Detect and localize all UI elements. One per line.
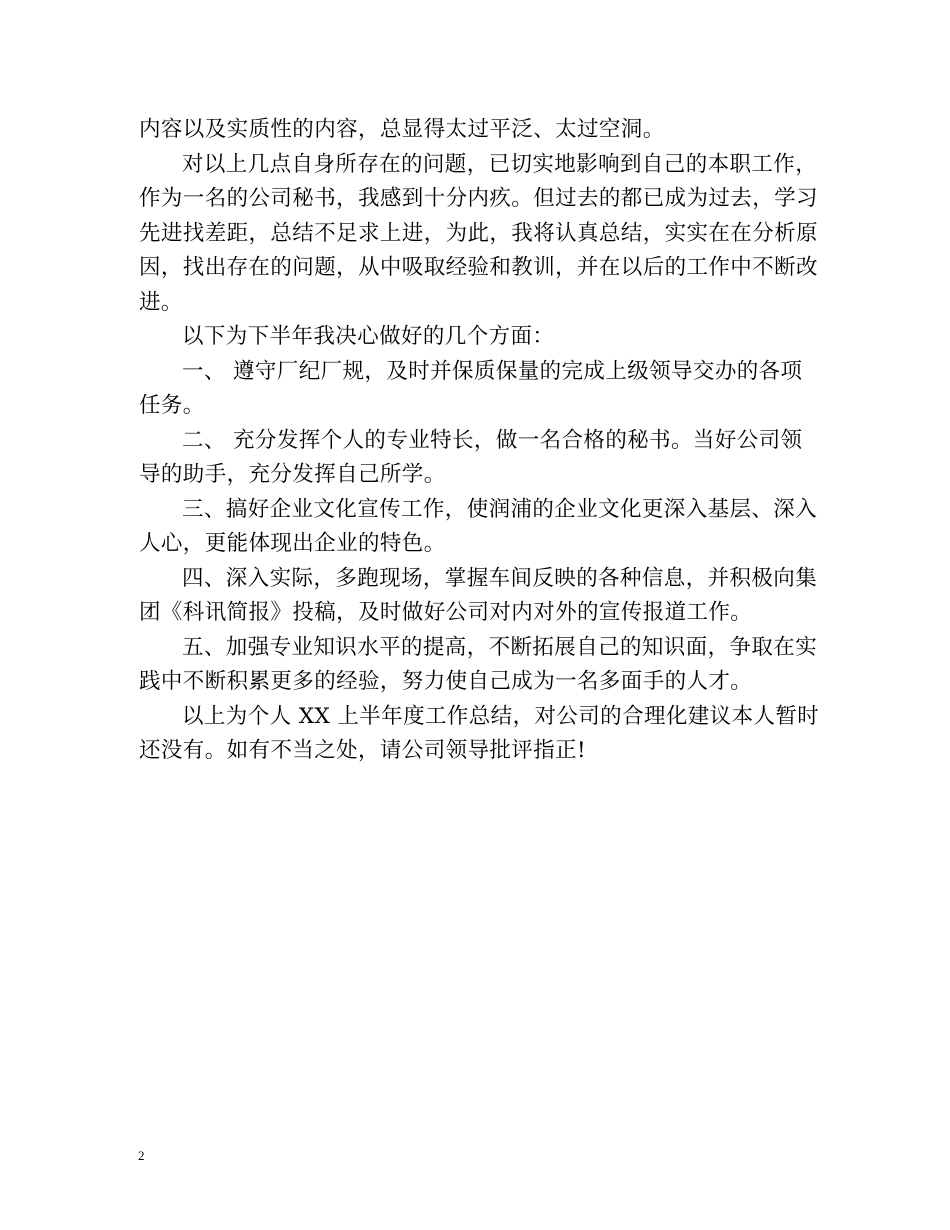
text-line: 以上为个人 XX 上半年度工作总结，对公司的合理化建议本人暂时 <box>182 703 820 729</box>
text-line: 三、搞好企业文化宣传工作，使润浦的企业文化更深入基层、深入 <box>182 496 818 522</box>
text-line: 进。 <box>139 289 183 315</box>
text-line: 内容以及实质性的内容，总显得太过平泛、太过空洞。 <box>139 117 665 142</box>
text-line: 还没有。如有不当之处，请公司领导批评指正! <box>139 738 587 763</box>
text-line: 以下为下半年我决心做好的几个方面： <box>182 324 555 349</box>
text-line: 一、 遵守厂纪厂规，及时并保质保量的完成上级领导交办的各项 <box>182 358 803 384</box>
text-line: 五、加强专业知识水平的提高，不断拓展自己的知识面，争取在实 <box>182 634 818 660</box>
text-line: 四、深入实际，多跑现场，掌握车间反映的各种信息，并积极向集 <box>182 565 818 591</box>
text-line: 任务。 <box>139 393 205 418</box>
text-line: 因，找出存在的问题，从中吸取经验和教训，并在以后的工作中不断改 <box>139 255 818 280</box>
text-line: 作为一名的公司秘书，我感到十分内疚。但过去的都已成为过去，学习 <box>139 186 818 211</box>
text-line: 人心，更能体现出企业的特色。 <box>139 531 446 556</box>
text-line: 先进找差距，总结不足求上进，为此，我将认真总结，实实在在分析原 <box>139 220 818 246</box>
text-line: 团《科讯简报》投稿，及时做好公司对内对外的宣传报道工作。 <box>139 600 753 625</box>
text-line: 践中不断积累更多的经验，努力使自己成为一名多面手的人才。 <box>139 669 753 694</box>
page-number: 2 <box>138 1148 145 1163</box>
text-line: 二、 充分发挥个人的专业特长，做一名合格的秘书。当好公司领 <box>182 427 803 453</box>
text-line: 对以上几点自身所存在的问题，已切实地影响到自己的本职工作， <box>182 151 818 177</box>
document-body <box>139 113 820 769</box>
text-line: 导的助手，充分发挥自己所学。 <box>139 462 446 487</box>
